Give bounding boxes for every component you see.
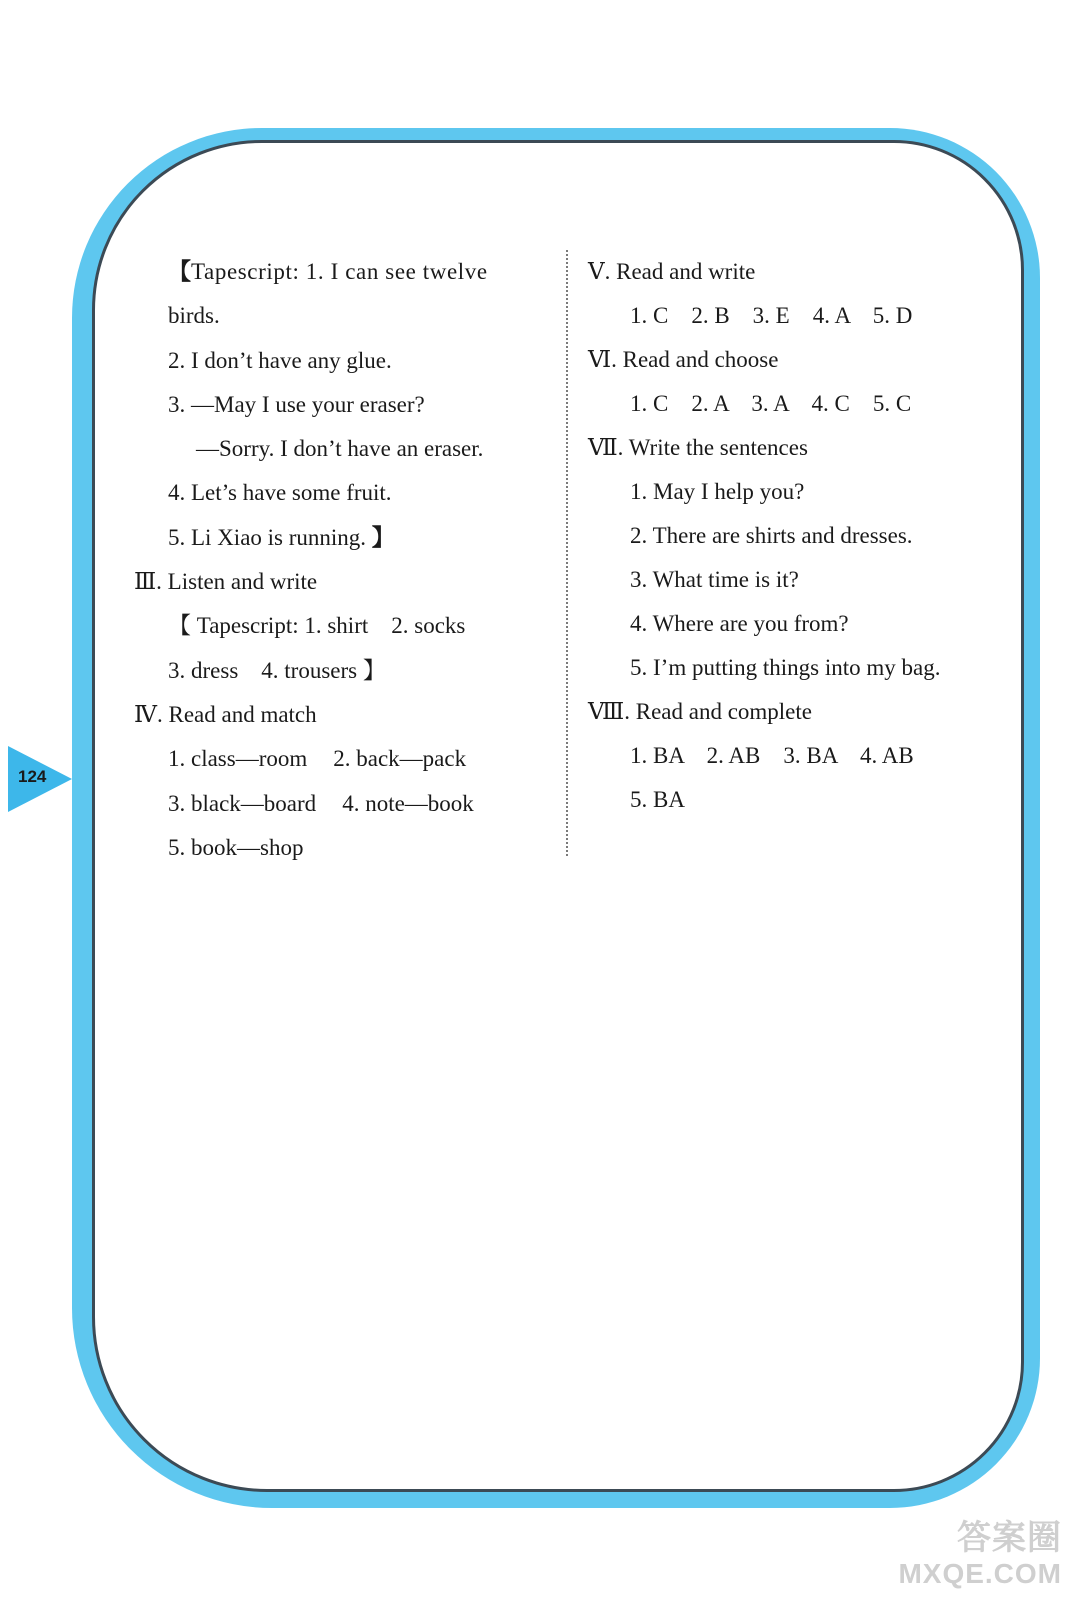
match-3: 3. black—board <box>168 790 317 816</box>
left-column <box>134 250 554 870</box>
tapescript-item-4: 4. Let’s have some fruit. <box>168 480 392 506</box>
section-4-row-2 <box>134 782 554 826</box>
tapescript-item-3b: —Sorry. I don’t have an eraser. <box>196 436 484 462</box>
watermark-line-2: MXQE.COM <box>898 1558 1062 1589</box>
section-8-answers-1: 1. BA 2. AB 3. BA 4. AB <box>630 743 914 768</box>
section-4-row-3 <box>134 826 554 870</box>
tapescript-item-5 <box>134 516 554 560</box>
match-2: 2. back—pack <box>333 746 467 772</box>
watermark-line-1: 答案圈 <box>957 1519 1062 1557</box>
bracket-close: 】 <box>371 524 395 550</box>
section-7-sentence-3: 3. What time is it? <box>630 567 799 592</box>
tapescript-item-5-text: 5. Li Xiao is running. <box>168 524 367 550</box>
section-3-line-1: 【 Tapescript: 1. shirt 2. socks <box>168 613 466 639</box>
bracket-open: 【 <box>168 259 191 284</box>
tapescript-line-1 <box>134 250 554 294</box>
watermark <box>898 1520 1062 1592</box>
section-5-title: Ⅴ. Read and write <box>588 259 756 284</box>
section-6-title: Ⅵ. Read and choose <box>588 347 779 372</box>
section-4-row-1 <box>134 737 554 781</box>
section-8-answers-2: 5. BA <box>630 787 685 812</box>
match-4: 4. note—book <box>342 790 474 816</box>
tapescript-line-2: birds. <box>168 303 220 329</box>
section-7-sentence-2: 2. There are shirts and dresses. <box>630 523 913 548</box>
right-column <box>588 250 1028 822</box>
match-1: 1. class—room <box>168 746 308 772</box>
column-divider <box>566 250 568 856</box>
section-3-line-2: 3. dress 4. trousers 】 <box>168 657 386 683</box>
tapescript-item-3a: 3. —May I use your eraser? <box>168 391 425 417</box>
section-7-sentence-4: 4. Where are you from? <box>630 611 849 636</box>
page-number: 124 <box>18 767 47 786</box>
section-3-title: Ⅲ. Listen and write <box>134 569 318 595</box>
tapescript-item-2: 2. I don’t have any glue. <box>168 347 392 373</box>
tapescript-text-1: Tapescript: 1. I can see twelve <box>191 259 488 284</box>
section-6-answers: 1. C 2. A 3. A 4. C 5. C <box>630 391 912 416</box>
section-7-sentence-1: 1. May I help you? <box>630 479 805 504</box>
section-8-title: Ⅷ. Read and complete <box>588 699 812 724</box>
match-5: 5. book—shop <box>168 834 304 860</box>
section-7-sentence-5: 5. I’m putting things into my bag. <box>630 655 941 680</box>
section-5-answers: 1. C 2. B 3. E 4. A 5. D <box>630 303 913 328</box>
section-4-title: Ⅳ. Read and match <box>134 701 317 727</box>
section-7-title: Ⅶ. Write the sentences <box>588 435 808 460</box>
